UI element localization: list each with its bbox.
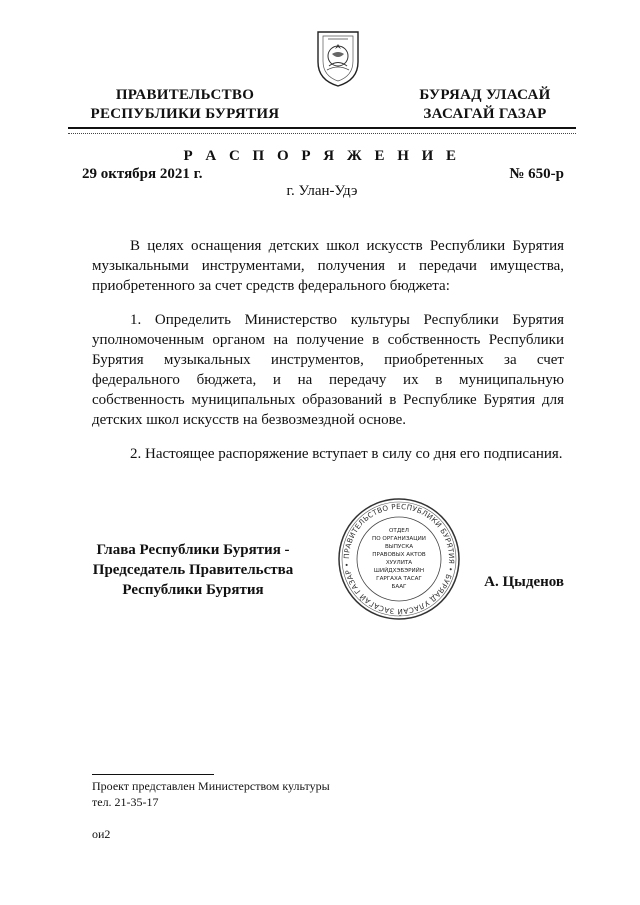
stamp-inner-line2: ПО ОРГАНИЗАЦИИ: [372, 536, 426, 542]
svg-text:ПРАВИТЕЛЬСТВО РЕСПУБЛИКИ БУРЯТ: [342, 502, 456, 616]
signatory-name: А. Цыденов: [484, 574, 564, 590]
document-body: [92, 236, 564, 464]
stamp-inner-line3: ВЫПУСКА: [384, 544, 414, 550]
header-right-line2: ЗАСАГАЙ ГАЗАР: [423, 106, 547, 122]
header-left: [80, 86, 290, 124]
item-2-paragraph: 2. Настоящее распоряжение вступает в силу со дня его подписания.: [130, 446, 563, 462]
document-place: г. Улан-Удэ: [286, 183, 358, 199]
header-left-line2: РЕСПУБЛИКИ БУРЯТИЯ: [90, 106, 280, 122]
signatory-position-line1: Глава Республики Бурятия -: [96, 542, 290, 558]
footer-rule: [92, 774, 214, 775]
header-right-line1: БУРЯАД УЛАСАЙ: [419, 87, 551, 103]
intro-paragraph: В целях оснащения детских школ искусств Республики Бурятия музыкальными инструментами, получения и передачи имущества, приобретенного за счет средств федерального бюджета:: [92, 238, 564, 294]
stamp-inner-line1: ОТДЕЛ: [389, 528, 409, 534]
document-number: № 650-р: [509, 166, 564, 182]
stamp-inner-line7: ГАРГАХА ТАСАГ: [376, 576, 422, 582]
stamp-outer-text: ПРАВИТЕЛЬСТВО РЕСПУБЛИКИ БУРЯТИЯ • БУРЯАД УЛАСАЙ ЗАСАГАЙ ГАЗАР •: [341, 501, 457, 617]
official-stamp: [336, 496, 462, 622]
stamp-inner-line5: ХУУЛИТА: [385, 560, 413, 566]
coat-of-arms-emblem: [314, 26, 362, 88]
header-right: [400, 86, 570, 124]
signatory-position-line2: Председатель Правительства: [92, 562, 294, 578]
footer-line1: Проект представлен Министерством культуры: [92, 779, 330, 793]
header-rule: [68, 127, 576, 129]
stamp-inner-line4: ПРАВОВЫХ АКТОВ: [372, 552, 426, 558]
header-dotted-rule: [68, 133, 576, 134]
signatory-position: [80, 540, 306, 600]
header-left-line1: ПРАВИТЕЛЬСТВО: [115, 87, 255, 103]
signatory-position-line3: Республики Бурятия: [122, 582, 264, 598]
stamp-inner-line6: ШИЙДХЭБЭРИЙН: [373, 568, 425, 574]
footer-line2: тел. 21-35-17: [92, 795, 159, 809]
document-type: Р А С П О Р Я Ж Е Н И Е: [183, 148, 461, 164]
stamp-inner-line8: БААГ: [391, 584, 407, 590]
item-1-paragraph: 1. Определить Министерство культуры Республики Бурятия уполномоченным органом на получение в собственность Республики Бурятия музыкальных инструментов, приобретенных за счет федерального бюджета, и на передачу их в муниципальную собственность муниципальных образований в Республике Бурятия для детских школ искусств на безвозмездной основе.: [92, 312, 564, 428]
footer-notes: [92, 778, 452, 810]
document-date: 29 октября 2021 г.: [82, 166, 203, 182]
footer-code: ои2: [92, 827, 111, 841]
